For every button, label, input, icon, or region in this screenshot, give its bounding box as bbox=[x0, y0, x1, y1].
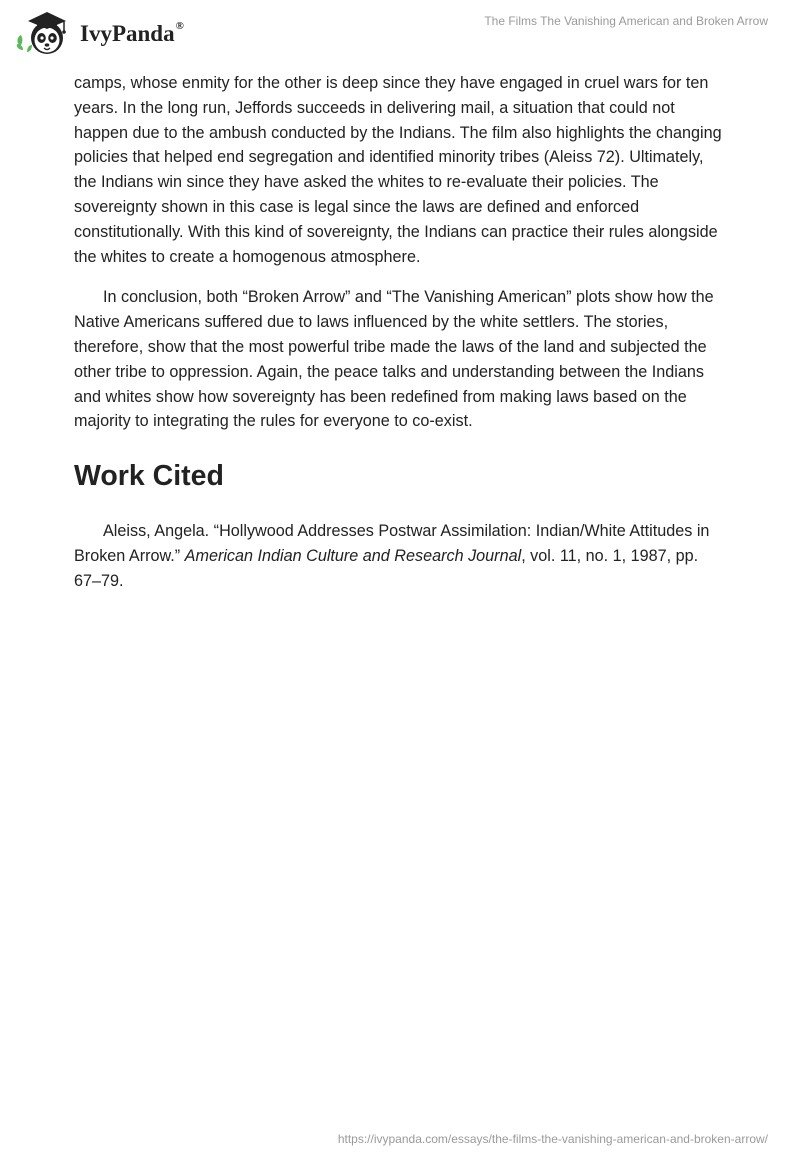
source-url-link[interactable]: https://ivypanda.com/essays/the-films-the-vanishing-american-and-broken-arrow/ bbox=[337, 1132, 768, 1146]
essay-content bbox=[74, 71, 724, 594]
citation-entry bbox=[74, 519, 724, 593]
page-header bbox=[0, 0, 800, 64]
ivypanda-logo[interactable] bbox=[14, 8, 184, 58]
registered-mark: ® bbox=[175, 20, 184, 33]
citation-journal: American Indian Culture and Research Journal bbox=[184, 546, 522, 565]
document-title: The Films The Vanishing American and Broken Arrow bbox=[484, 14, 768, 28]
body-paragraph-2: In conclusion, both “Broken Arrow” and “The Vanishing American” plots show how the Native Americans suffered due to laws influenced by the white settlers. The stories, therefore, show that the most powerful tribe made the laws of the land and subjected the other tribe to oppression. Again, the peace talks and understanding between the Indians and whites show how sovereignty has been redefined from making laws based on the majority to integrating the rules for everyone to co-exist. bbox=[74, 288, 714, 431]
panda-graduate-icon bbox=[14, 8, 76, 58]
brand-name bbox=[80, 21, 184, 47]
brand-name-text: IvyPanda bbox=[80, 21, 175, 46]
works-cited-heading: Work Cited bbox=[74, 460, 224, 493]
body-paragraph-1: camps, whose enmity for the other is deep since they have engaged in cruel wars for ten years. In the long run, Jeffords succeeds in delivering mail, a situation that could not happen due to the ambush conducted by the Indians. The film also highlights the changing policies that helped end segregation and identified minority tribes (Aleiss 72). Ultimately, the Indians win since they have asked the whites to re-evaluate their policies. The sovereignty shown in this case is legal since the laws are defined and enforced constitutionally. With this kind of sovereignty, the Indians can practice their rules alongside the whites to create a homogenous atmosphere. bbox=[74, 74, 722, 266]
citation-details: , vol. 11, no. 1, 1987, pp. 67–79. bbox=[74, 546, 699, 590]
citation-authors-title: Aleiss, Angela. “Hollywood Addresses Postwar Assimilation: Indian/White Attitudes in Broken Arrow.” bbox=[74, 522, 710, 565]
